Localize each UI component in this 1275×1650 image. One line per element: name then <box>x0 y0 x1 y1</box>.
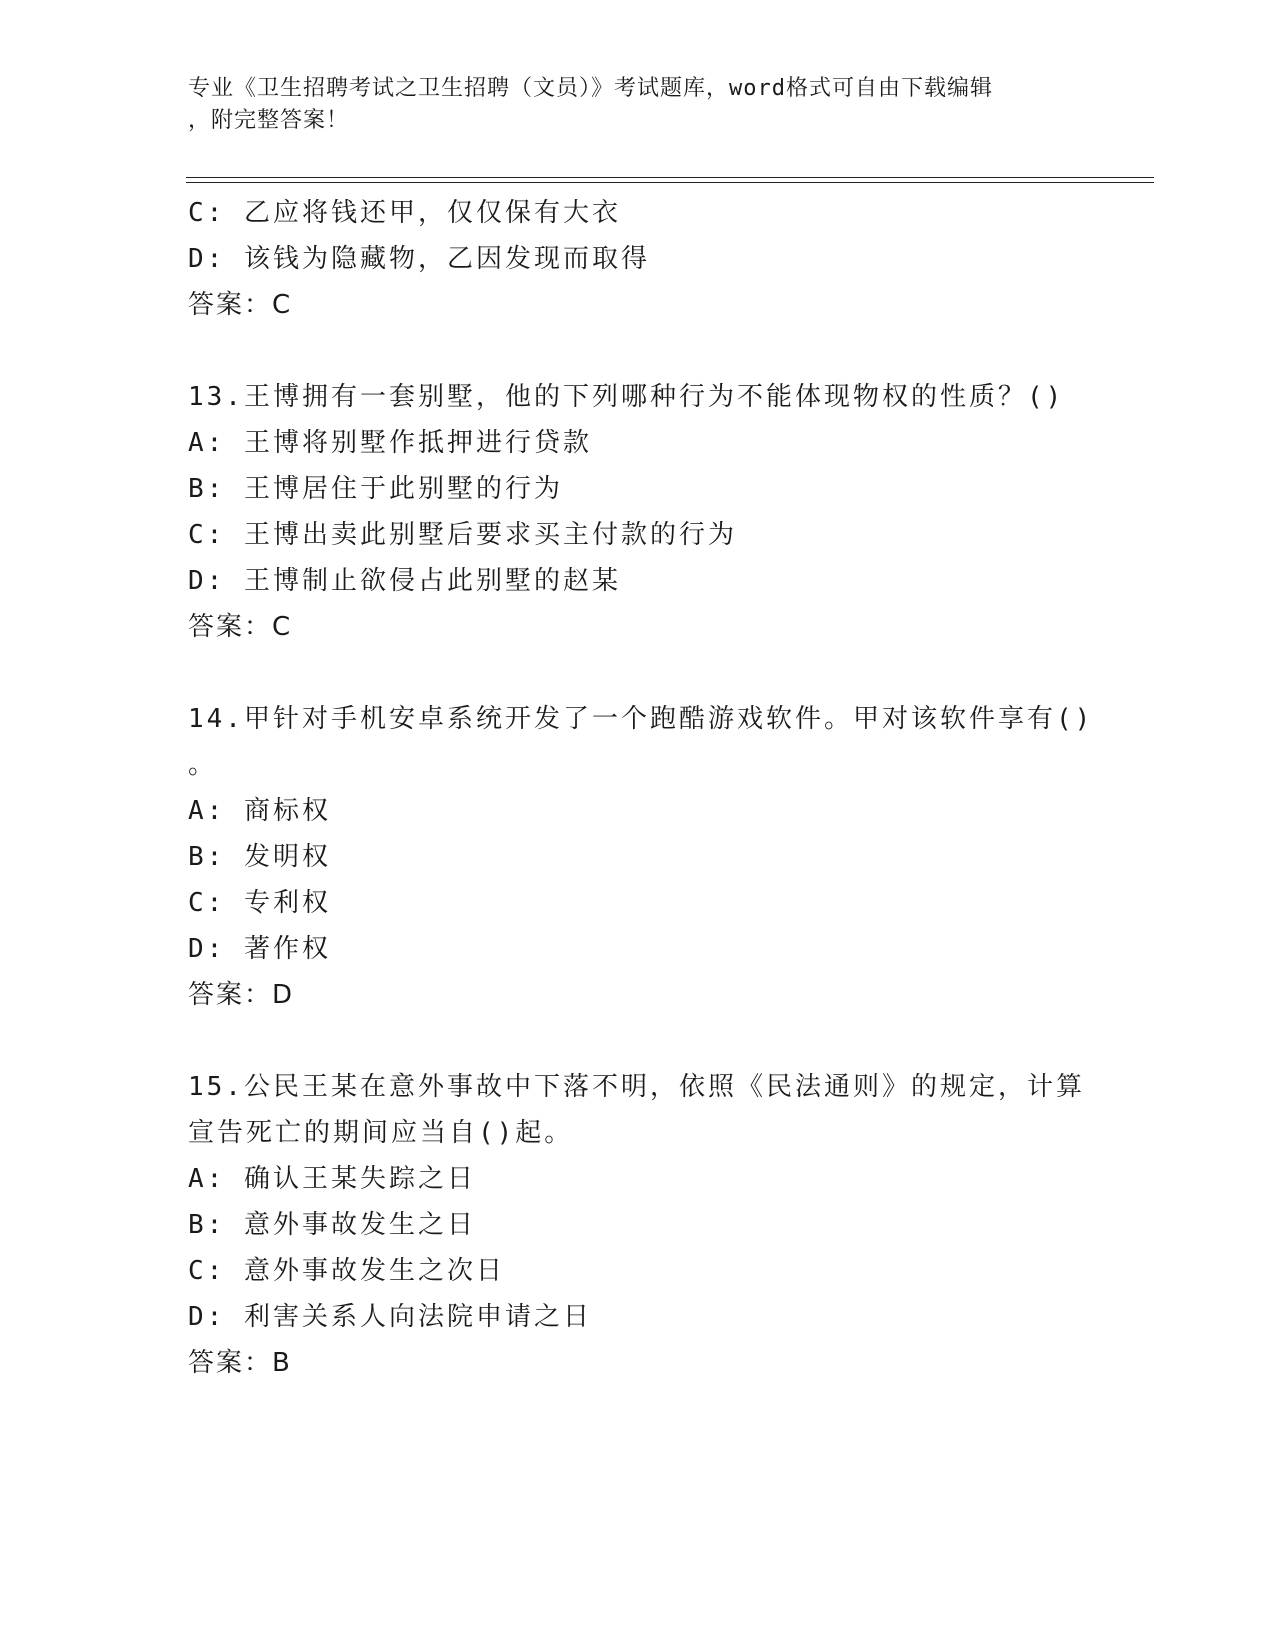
question-13 <box>188 374 1088 650</box>
option-d: D: 著作权 <box>188 934 331 964</box>
header-divider-bottom <box>186 182 1154 183</box>
question-15 <box>188 1064 1088 1386</box>
question-text-line-2: 。 <box>188 750 218 780</box>
option-c: C: 专利权 <box>188 888 331 918</box>
option-a: A: 商标权 <box>188 796 331 826</box>
answer: 答案：D <box>188 980 295 1010</box>
question-text-line-1: 14.甲针对手机安卓系统开发了一个跑酷游戏软件。甲对该软件享有() <box>188 704 1094 734</box>
question-text: 13.王博拥有一套别墅，他的下列哪种行为不能体现物权的性质？() <box>188 382 1065 412</box>
option-a: A: 确认王某失踪之日 <box>188 1164 476 1194</box>
option-d: D: 该钱为隐藏物，乙因发现而取得 <box>188 244 650 274</box>
question-text-line-1: 15.公民王某在意外事故中下落不明，依照《民法通则》的规定，计算 <box>188 1072 1085 1102</box>
question-text-line-2: 宣告死亡的期间应当自()起。 <box>188 1118 574 1148</box>
header-divider-top <box>186 177 1154 178</box>
spacer <box>188 650 1088 696</box>
question-14 <box>188 696 1094 1018</box>
spacer <box>188 1018 1088 1064</box>
question-12-tail <box>188 190 1088 328</box>
answer: 答案：C <box>188 612 293 642</box>
option-b: B: 意外事故发生之日 <box>188 1210 476 1240</box>
spacer <box>188 328 1088 374</box>
option-c: C: 乙应将钱还甲，仅仅保有大衣 <box>188 198 621 228</box>
option-a: A: 王博将别墅作抵押进行贷款 <box>188 428 592 458</box>
document-header <box>188 73 1088 137</box>
option-d: D: 利害关系人向法院申请之日 <box>188 1302 592 1332</box>
option-d: D: 王博制止欲侵占此别墅的赵某 <box>188 566 621 596</box>
answer: 答案：C <box>188 290 293 320</box>
answer: 答案：B <box>188 1348 292 1378</box>
header-line-1: 专业《卫生招聘考试之卫生招聘（文员）》考试题库，word格式可自由下载编辑 <box>188 76 993 101</box>
option-c: C: 王博出卖此别墅后要求买主付款的行为 <box>188 520 737 550</box>
question-list <box>188 190 1094 1386</box>
header-line-2: ，附完整答案！ <box>188 108 350 133</box>
option-c: C: 意外事故发生之次日 <box>188 1256 505 1286</box>
option-b: B: 王博居住于此别墅的行为 <box>188 474 563 504</box>
option-b: B: 发明权 <box>188 842 331 872</box>
